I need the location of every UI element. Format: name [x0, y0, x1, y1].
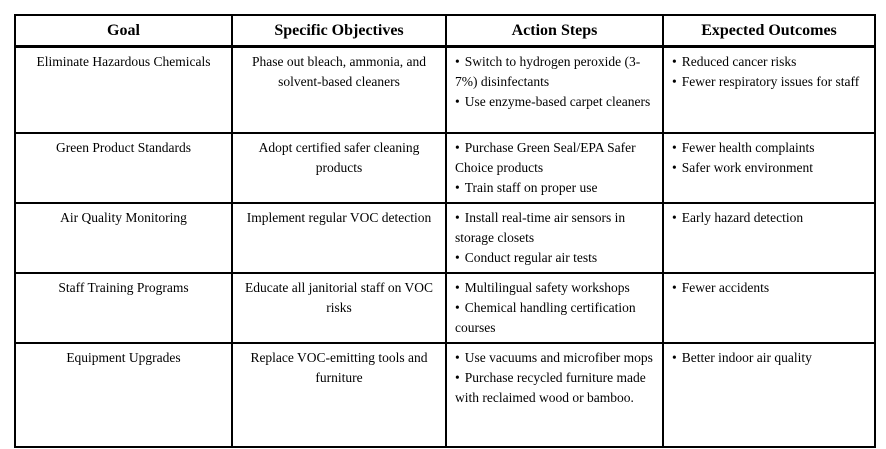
goal-cell: Equipment Upgrades [15, 343, 232, 447]
bullet-item [455, 348, 654, 368]
bullet-glyph: • [672, 139, 677, 155]
bullet-text: Switch to hydrogen peroxide (3-7%) disinfectants [455, 54, 641, 89]
action-steps-cell [446, 47, 663, 133]
goal-cell: Staff Training Programs [15, 273, 232, 343]
action-steps-cell [446, 343, 663, 447]
bullet-item [455, 208, 654, 248]
outcomes-cell [663, 203, 875, 273]
bullet-text: Chemical handling certification courses [455, 299, 636, 335]
bullet-text: Conduct regular air tests [464, 249, 598, 265]
bullet-item [672, 348, 866, 368]
bullet-text: Purchase Green Seal/EPA Safer Choice products [455, 139, 636, 175]
action-steps-cell [446, 133, 663, 203]
objective-cell: Replace VOC-emitting tools and furniture [232, 343, 446, 447]
bullet-item [672, 52, 866, 72]
bullet-text: Fewer respiratory issues for staff [681, 74, 860, 89]
bullet-glyph: • [672, 279, 677, 295]
bullet-text: Train staff on proper use [464, 179, 598, 195]
bullet-text: Use enzyme-based carpet cleaners [464, 94, 651, 109]
bullet-glyph: • [455, 139, 460, 155]
bullet-text: Fewer health complaints [681, 139, 815, 155]
table-row [15, 343, 875, 447]
bullet-item [455, 178, 654, 198]
bullet-item [455, 278, 654, 298]
bullet-item [672, 72, 866, 92]
outcomes-cell [663, 343, 875, 447]
bullet-glyph: • [455, 94, 460, 109]
objective-cell: Adopt certified safer cleaning products [232, 133, 446, 203]
goal-cell: Eliminate Hazardous Chemicals [15, 47, 232, 133]
goal-cell: Air Quality Monitoring [15, 203, 232, 273]
bullet-glyph: • [672, 159, 677, 175]
bullet-glyph: • [672, 349, 677, 365]
bullet-item [672, 278, 866, 298]
table-row [15, 47, 875, 133]
column-header-expected-outcomes: Expected Outcomes [663, 15, 875, 47]
table-row [15, 203, 875, 273]
table-row [15, 133, 875, 203]
bullet-glyph: • [455, 369, 460, 385]
bullet-text: Early hazard detection [681, 209, 804, 225]
bullet-text: Fewer accidents [681, 279, 770, 295]
bullet-text: Purchase recycled furniture made with reclaimed wood or bamboo. [455, 369, 646, 405]
header-row [15, 15, 875, 47]
bullet-text: Safer work environment [681, 159, 813, 175]
bullet-item [455, 138, 654, 178]
bullet-glyph: • [455, 209, 460, 225]
column-header-specific-objectives: Specific Objectives [232, 15, 446, 47]
bullet-glyph: • [455, 299, 460, 315]
column-header-action-steps: Action Steps [446, 15, 663, 47]
objective-cell: Implement regular VOC detection [232, 203, 446, 273]
bullet-text: Multilingual safety workshops [464, 279, 630, 295]
bullet-glyph: • [672, 54, 677, 69]
table-row [15, 273, 875, 343]
bullet-item [455, 248, 654, 268]
objective-cell: Phase out bleach, ammonia, and solvent-based cleaners [232, 47, 446, 133]
outcomes-cell [663, 47, 875, 133]
bullet-text: Use vacuums and microfiber mops [464, 349, 653, 365]
bullet-text: Better indoor air quality [681, 349, 812, 365]
bullet-item [672, 138, 866, 158]
goal-cell: Green Product Standards [15, 133, 232, 203]
action-steps-cell [446, 273, 663, 343]
bullet-text: Reduced cancer risks [681, 54, 797, 69]
table-body [15, 47, 875, 447]
bullet-item [672, 208, 866, 228]
column-header-goal: Goal [15, 15, 232, 47]
bullet-item [455, 368, 654, 408]
bullet-glyph: • [455, 179, 460, 195]
bullet-glyph: • [455, 249, 460, 265]
bullet-glyph: • [672, 209, 677, 225]
objective-cell: Educate all janitorial staff on VOC risks [232, 273, 446, 343]
bullet-glyph: • [672, 74, 677, 89]
bullet-item [455, 52, 654, 92]
bullet-text: Install real-time air sensors in storage closets [455, 209, 626, 245]
outcomes-cell [663, 133, 875, 203]
bullet-glyph: • [455, 279, 460, 295]
action-plan-table [14, 14, 876, 448]
outcomes-cell [663, 273, 875, 343]
bullet-glyph: • [455, 54, 460, 69]
bullet-item [455, 298, 654, 338]
bullet-item [672, 158, 866, 178]
bullet-item [455, 92, 654, 112]
bullet-glyph: • [455, 349, 460, 365]
action-steps-cell [446, 203, 663, 273]
